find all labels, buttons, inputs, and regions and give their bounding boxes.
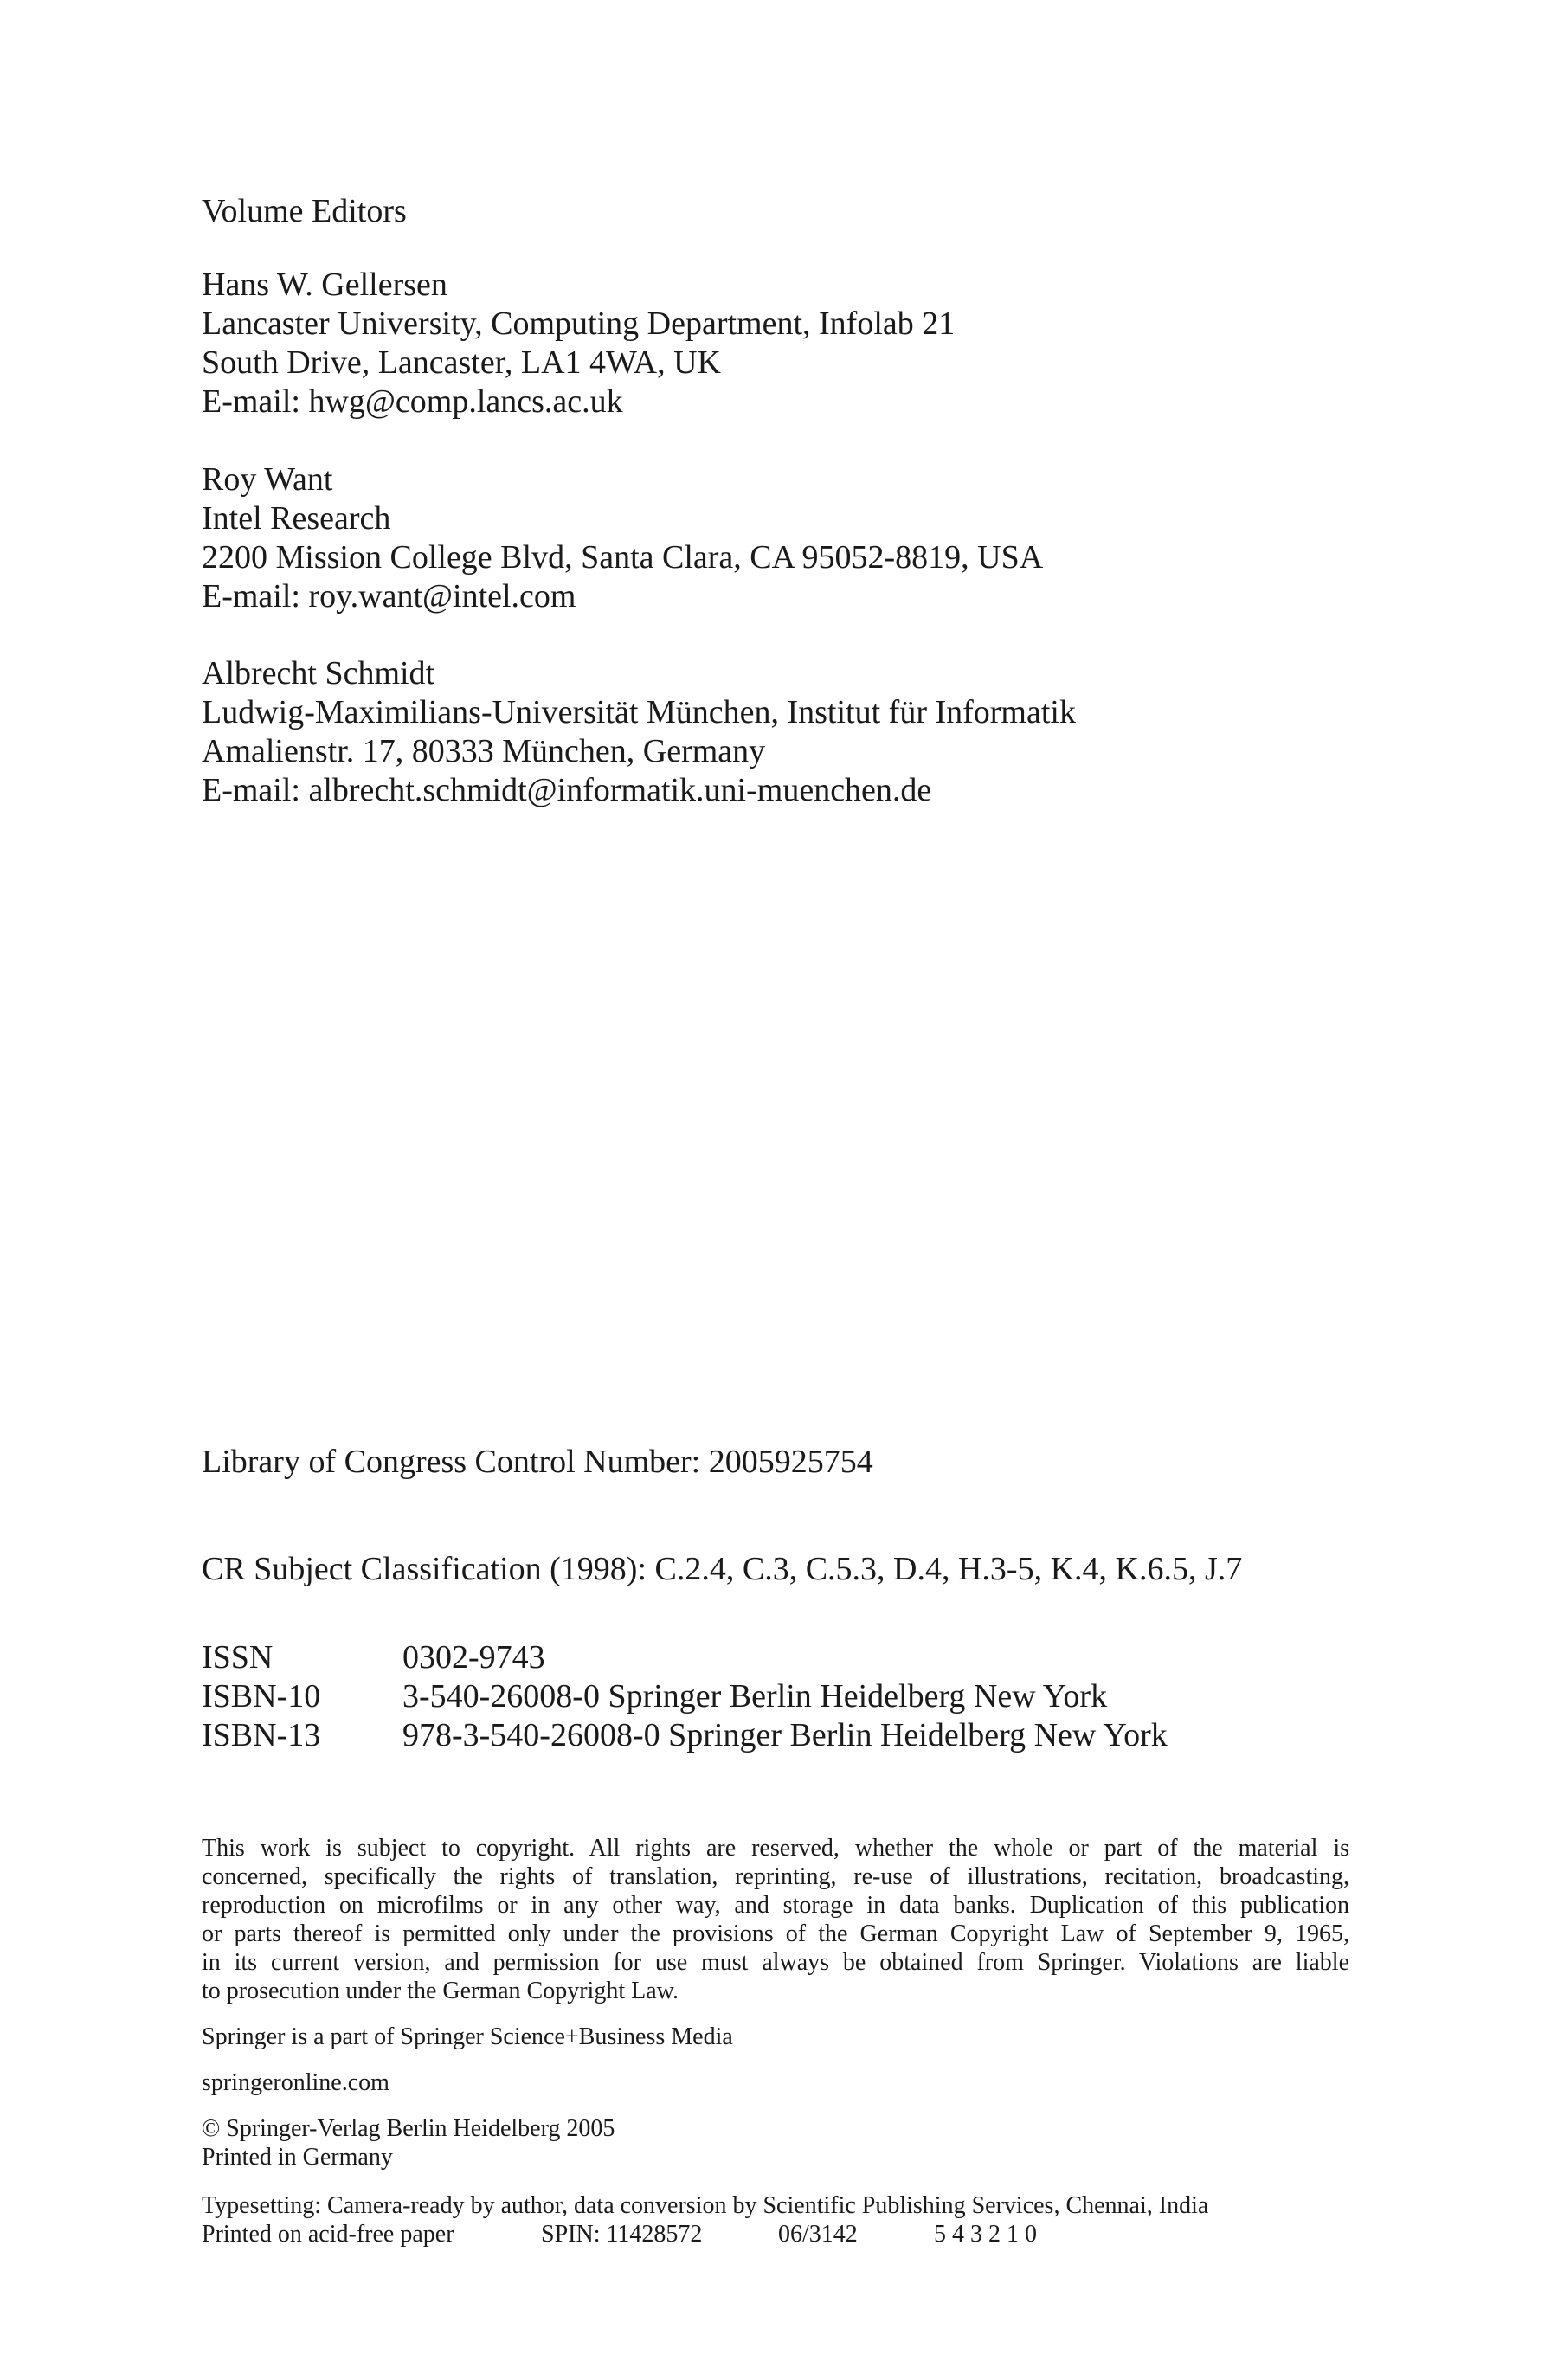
copyright-year-block bbox=[202, 2114, 615, 2171]
editor-name: Hans W. Gellersen bbox=[202, 267, 447, 303]
identifier-row-issn bbox=[202, 1638, 1168, 1677]
identifier-value: 978-3-540-26008-0 Springer Berlin Heidelberg New York bbox=[402, 1717, 1168, 1753]
springer-part-text: Springer is a part of Springer Science+Business Media bbox=[202, 2023, 733, 2050]
identifiers-table bbox=[202, 1638, 1168, 1755]
typesetting-text: Typesetting: Camera-ready by author, data conversion by Scientific Publishing Services, Chennai, India bbox=[202, 2192, 1209, 2219]
lccn-line bbox=[202, 1443, 873, 1482]
copyright-notice-line: reproduction on microfilms or in any other way, and storage in data banks. Duplication of this publication bbox=[202, 1892, 1349, 1919]
identifier-value: 0302-9743 bbox=[402, 1639, 545, 1676]
cr-classification-line bbox=[202, 1550, 1242, 1589]
editor-entry bbox=[202, 654, 1076, 810]
identifier-label: ISBN-10 bbox=[202, 1678, 321, 1714]
print-code: 06/3142 bbox=[778, 2221, 858, 2248]
lccn-text: Library of Congress Control Number: 2005925754 bbox=[202, 1444, 873, 1480]
copyright-year-text: © Springer-Verlag Berlin Heidelberg 2005 bbox=[202, 2115, 615, 2142]
editor-address: South Drive, Lancaster, LA1 4WA, UK bbox=[202, 344, 722, 381]
editor-entry bbox=[202, 460, 1043, 616]
springer-part-line bbox=[202, 2023, 733, 2051]
typesetting-block bbox=[202, 2191, 1208, 2248]
identifier-label: ISSN bbox=[202, 1639, 274, 1676]
volume-editors-heading bbox=[202, 192, 407, 231]
identifier-label: ISBN-13 bbox=[202, 1717, 321, 1753]
editor-affiliation: Ludwig-Maximilians-Universität München, Institut für Informatik bbox=[202, 694, 1076, 730]
copyright-notice-line: This work is subject to copyright. All rights are reserved, whether the whole or part of the material is bbox=[202, 1835, 1349, 1862]
springer-url-line bbox=[202, 2068, 389, 2097]
copyright-notice-line: to prosecution under the German Copyright Law. bbox=[202, 1978, 679, 2004]
copyright-page bbox=[202, 0, 1353, 2380]
editor-email: E-mail: roy.want@intel.com bbox=[202, 578, 576, 614]
editor-affiliation: Intel Research bbox=[202, 500, 391, 537]
copyright-notice bbox=[202, 1834, 1349, 2005]
editor-address: Amalienstr. 17, 80333 München, Germany bbox=[202, 733, 766, 769]
editor-affiliation: Lancaster University, Computing Department, Infolab 21 bbox=[202, 306, 956, 342]
editor-address: 2200 Mission College Blvd, Santa Clara, CA 95052-8819, USA bbox=[202, 539, 1044, 576]
springer-url-text: springeronline.com bbox=[202, 2069, 389, 2096]
identifier-value: 3-540-26008-0 Springer Berlin Heidelberg New York bbox=[402, 1678, 1108, 1714]
printed-in-text: Printed in Germany bbox=[202, 2144, 393, 2171]
print-info-row bbox=[202, 2220, 1208, 2248]
paper-info: Printed on acid-free paper bbox=[202, 2221, 454, 2248]
copyright-notice-line: concerned, specifically the rights of translation, reprinting, re-use of illustrations, recitation, broadcasting, bbox=[202, 1863, 1349, 1890]
printing-sequence: 5 4 3 2 1 0 bbox=[934, 2221, 1037, 2248]
editor-entry bbox=[202, 266, 955, 421]
editor-email: E-mail: albrecht.schmidt@informatik.uni-muenchen.de bbox=[202, 772, 932, 808]
spin-info: SPIN: 11428572 bbox=[541, 2221, 703, 2248]
copyright-notice-line: in its current version, and permission for use must always be obtained from Springer. Violations are liable bbox=[202, 1949, 1349, 1976]
editor-name: Roy Want bbox=[202, 461, 333, 498]
heading-text: Volume Editors bbox=[202, 193, 407, 229]
cr-classification-text: CR Subject Classification (1998): C.2.4, C.3, C.5.3, D.4, H.3-5, K.4, K.6.5, J.7 bbox=[202, 1551, 1243, 1587]
identifier-row-isbn10 bbox=[202, 1677, 1168, 1716]
identifier-row-isbn13 bbox=[202, 1716, 1168, 1755]
copyright-notice-line: or parts thereof is permitted only under the provisions of the German Copyright Law of September 9, 1965, bbox=[202, 1920, 1349, 1947]
editor-name: Albrecht Schmidt bbox=[202, 655, 435, 691]
editor-email: E-mail: hwg@comp.lancs.ac.uk bbox=[202, 383, 623, 420]
